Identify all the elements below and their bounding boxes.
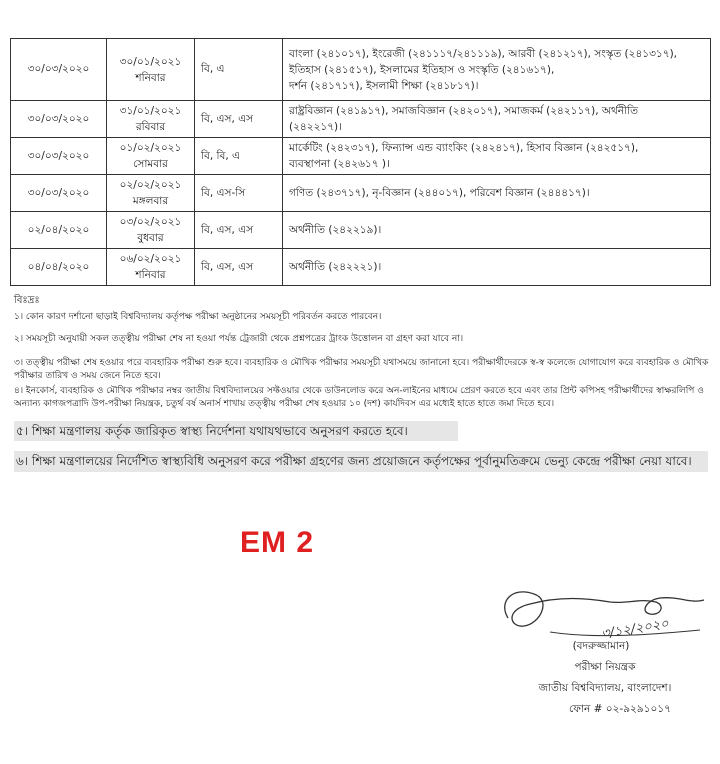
subject-line: মার্কেটিং (২৪২৩১৭), ফিন্যান্স এন্ড ব্যাংকিং (২৪২৪১৭), হিসাব বিজ্ঞান (২৪২৫১৭), xyxy=(289,142,639,154)
schedule-row xyxy=(11,212,711,249)
exam-day: মঙ্গলবার xyxy=(132,195,169,207)
subjects-cell xyxy=(283,212,711,249)
subject-line: ব্যবস্থাপনা (২৪২৬১৭ )। xyxy=(289,158,390,170)
exam-date-day-cell xyxy=(107,138,195,175)
exam-date-day-cell xyxy=(107,175,195,212)
course-cell: বি, এস, এস xyxy=(195,212,283,249)
signatory-organization: জাতীয় বিশ্ববিদ্যালয়, বাংলাদেশ। xyxy=(538,682,672,694)
subject-line: অর্থনীতি (২৪২২১৯)। xyxy=(289,224,382,236)
course-cell: বি, এস-সি xyxy=(195,175,283,212)
notes-heading: বিঃদ্রঃ xyxy=(14,295,40,306)
course-cell: বি, এস, এস xyxy=(195,249,283,286)
note-5-highlighted: ৫। শিক্ষা মন্ত্রণালয় কর্তৃক জারিকৃত স্বাস্থ্য নির্দেশনা যথাযথভাবে অনুসরণ করতে হবে। xyxy=(14,421,458,441)
subject-line: গণিত (২৪৩৭১৭), নৃ-বিজ্ঞান (২৪৪০১৭), পরিবেশ বিজ্ঞান (২৪৪৪১৭)। xyxy=(289,187,590,199)
exam-date: ০১/০২/২০২১ xyxy=(119,142,182,154)
schedule-row xyxy=(11,39,711,101)
subject-line: (২৪২২১৭)। xyxy=(289,121,342,133)
exam-day: রবিবার xyxy=(135,121,166,133)
exam-date: ৩০/০১/২০২১ xyxy=(119,55,182,68)
note-1: ১। কোন কারণ দর্শানো ছাড়াই বিশ্ববিদ্যালয় কর্তৃপক্ষ পরীক্ষা অনুষ্ঠানের সময়সূচী পরিবর্তন করতে পারবেন। xyxy=(14,312,382,322)
schedule-row xyxy=(11,138,711,175)
exam-day: শনিবার xyxy=(135,269,166,281)
notes-section xyxy=(14,294,710,472)
subject-line: ইতিহাস (২৪১৫১৭), ইসলামের ইতিহাস ও সংস্কৃতি (২৪১৬১৭), xyxy=(289,63,555,76)
notice-date-cell: ৩০/০৩/২০২০ xyxy=(11,101,107,138)
note-4: ৪। ইনকোর্স, ব্যবহারিক ও মৌখিক পরীক্ষার নম্বর জাতীয় বিশ্ববিদ্যালয়ের সফ্টওয়ার থেকে ডাউনলোড করে অন-লাইনের মাধ্যমে প্রেরণ করতে হবে এবং তার প্রিন্ট কপিসহ পরীক্ষার্থীদের স্বাক্ষরলিপি ও অন্যান্য কাগজপত্রাদি উপ-পরীক্ষা নিয়ন্ত্রক, চতুর্থ বর্ষ অনার্স শাখায় তত্ত্বীয় পরীক্ষা শেষ হওয়ার ১০ (দশ) কার্যদিবস এর মধ্যেই হাতে হাতে জমা দিতে হবে। xyxy=(14,386,704,409)
exam-date-day-cell xyxy=(107,249,195,286)
signature-date: ৩/১২/২০২০ xyxy=(600,616,670,642)
course-cell: বি, এস, এস xyxy=(195,101,283,138)
course-cell: বি, বি, এ xyxy=(195,138,283,175)
exam-date-day-cell xyxy=(107,212,195,249)
subject-line: অর্থনীতি (২৪২২২১)। xyxy=(289,261,382,273)
schedule-row xyxy=(11,249,711,286)
exam-day: বুধবার xyxy=(137,232,164,244)
subject-line: বাংলা (২৪১০১৭), ইংরেজী (২৪১১১৭/২৪১১১৯), আরবী (২৪১২১৭), সংস্কৃত (২৪১৩১৭), xyxy=(289,47,678,60)
subjects-cell xyxy=(283,249,711,286)
signatory-title: পরীক্ষা নিয়ন্ত্রক xyxy=(574,661,636,673)
exam-day: শনিবার xyxy=(135,71,166,84)
signatory-phone: ফোন # ০২-৯২৯১০১৭ xyxy=(569,703,671,715)
schedule-row xyxy=(11,175,711,212)
exam-date: ০৩/০২/২০২১ xyxy=(119,216,182,228)
notice-date-cell: ৩০/০৩/২০২০ xyxy=(11,39,107,101)
subject-line: রাষ্ট্রবিজ্ঞান (২৪১৯১৭), সমাজবিজ্ঞান (২৪২০১৭), সমাজকর্ম (২৪২১১৭), অর্থনীতি xyxy=(289,105,638,117)
signature-stroke xyxy=(505,592,704,626)
note-3: ৩। তত্ত্বীয় পরীক্ষা শেষ হওয়ার পরে ব্যবহারিক পরীক্ষা শুরু হবে। ব্যবহারিক ও মৌখিক পরীক্ষার সময়সূচী যথাসময়ে জানানো হবে। পরীক্ষার্থীদেরকে স্ব-স্ব কলেজে যোগাযোগ করে ব্যবহারিক ও মৌখিক পরীক্ষার তারিখ ও সময় জেনে নিতে হবে। xyxy=(14,358,709,381)
exam-date: ৩১/০১/২০২১ xyxy=(119,105,182,117)
exam-date-day-cell xyxy=(107,39,195,101)
em-stamp-label: EM 2 xyxy=(240,526,315,559)
schedule-body xyxy=(11,39,711,286)
subject-line: দর্শন (২৪১৭১৭), ইসলামী শিক্ষা (২৪১৮১৭)। xyxy=(289,79,479,92)
notice-date-cell: ০৪/০৪/২০২০ xyxy=(11,249,107,286)
exam-day: সোমবার xyxy=(133,158,168,170)
notice-date-cell: ০২/০৪/২০২০ xyxy=(11,212,107,249)
subjects-cell xyxy=(283,39,711,101)
signatory-name: (বদরুজ্জামান) xyxy=(572,640,630,652)
subjects-cell xyxy=(283,101,711,138)
exam-date: ০৬/০২/২০২১ xyxy=(119,253,182,265)
notice-date-cell: ৩০/০৩/২০২০ xyxy=(11,175,107,212)
schedule-row xyxy=(11,101,711,138)
note-2: ২। সময়সূচী অনুযায়ী সকল তত্ত্বীয় পরীক্ষা শেষ না হওয়া পর্যন্ত ট্রেজারী থেকে প্রশ্নপত্রের ট্রাংক উত্তোলন বা গ্রহণ করা যাবে না। xyxy=(14,334,464,344)
notice-date-cell: ৩০/০৩/২০২০ xyxy=(11,138,107,175)
signature-block xyxy=(500,636,710,720)
subjects-cell xyxy=(283,175,711,212)
exam-date: ০২/০২/২০২১ xyxy=(119,179,182,191)
course-cell: বি, এ xyxy=(195,39,283,101)
exam-schedule-table xyxy=(10,38,711,286)
subjects-cell xyxy=(283,138,711,175)
note-6-highlighted: ৬। শিক্ষা মন্ত্রণালয়ের নির্দেশিত স্বাস্থ্যবিধি অনুসরণ করে পরীক্ষা গ্রহণের জন্য প্রয়োজনে কর্তৃপক্ষের পূর্বানুমতিক্রমে ভেন্যু কেন্দ্রে পরীক্ষা নেয়া যাবে। xyxy=(14,451,708,472)
exam-date-day-cell xyxy=(107,101,195,138)
